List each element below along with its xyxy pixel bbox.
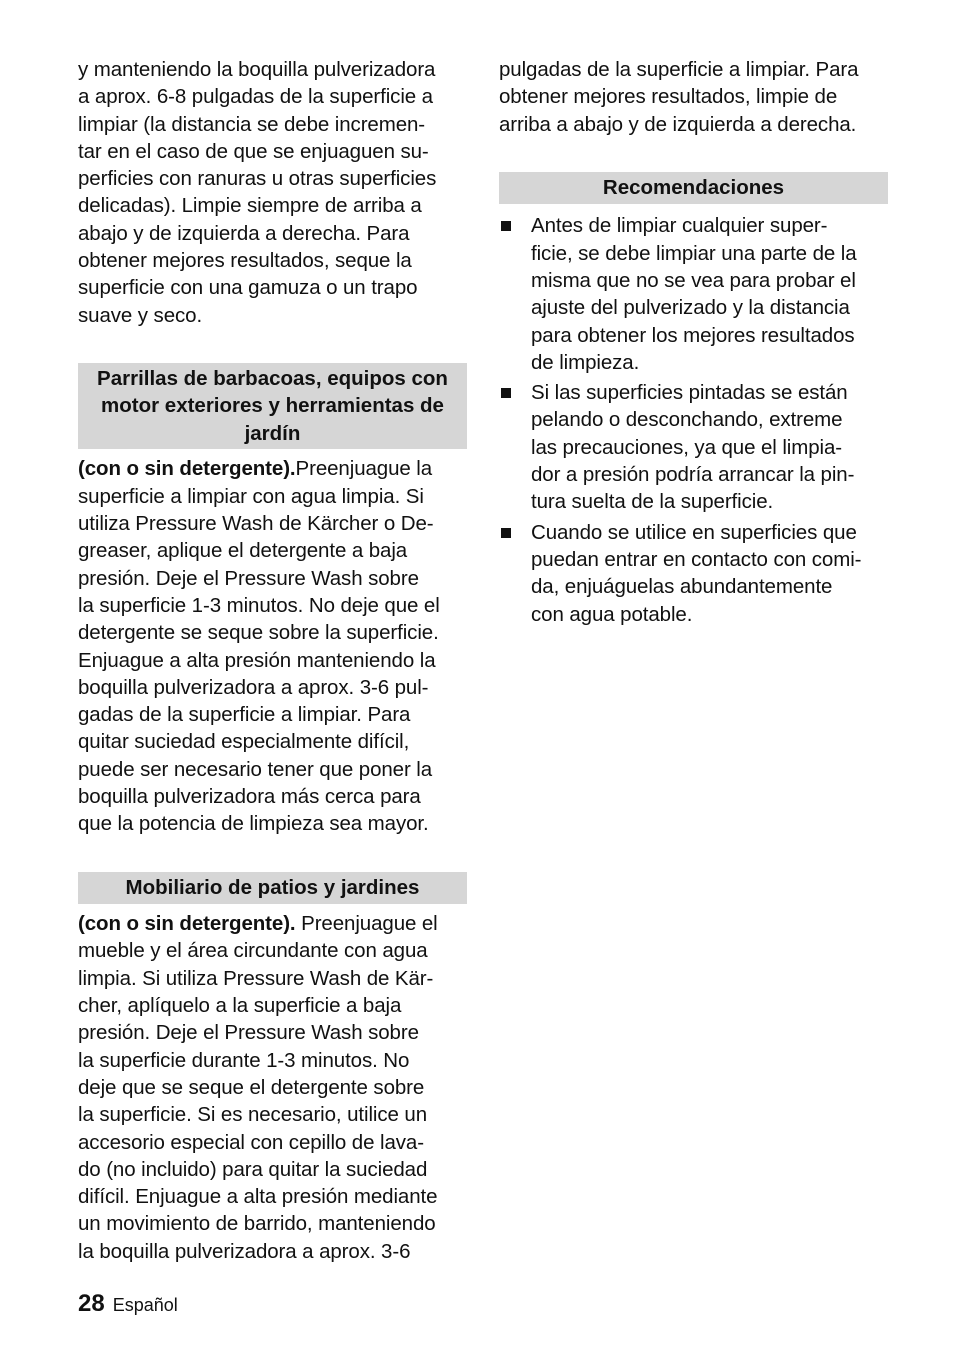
mobiliario-lead: (con o sin detergente). — [78, 912, 296, 936]
list-item — [499, 519, 891, 628]
list-item — [499, 379, 891, 515]
mobiliario-paragraph — [78, 910, 476, 1265]
page-language: Español — [112, 1295, 178, 1315]
barbacoas-paragraph — [78, 455, 476, 837]
section-heading-barbacoas: Parrillas de barbacoas, equipos con motor exteriores y herramientas de jardín — [78, 363, 467, 450]
page-number: 28 — [78, 1290, 105, 1317]
left-column — [78, 56, 476, 1265]
square-bullet-icon — [501, 221, 511, 231]
recommendations-list — [499, 212, 891, 627]
page-footer — [78, 1290, 178, 1318]
intro-paragraph: y manteniendo la boquilla pulverizadora a aprox. 6-8 pulgadas de la superficie a limpiar (la distancia se debe incremen- tar en el caso de que se enjuaguen su- perficies con ranuras u otras superficies delicadas). Limpie siempre de arriba a abajo y de izquierda a derecha. Para obtener mejores resultados, seque la superficie con una gamuza o un trapo suave y seco. — [78, 58, 437, 327]
section-heading-recomendaciones: Recomendaciones — [499, 172, 888, 205]
list-item-text: Si las superficies pintadas se están pelando o desconchando, extreme las precauciones, ya que el limpia- dor a presión podría arrancar la pin- tura suelta de la superficie. — [531, 381, 855, 514]
square-bullet-icon — [501, 388, 511, 398]
right-column — [499, 56, 891, 631]
continuation-paragraph: pulgadas de la superficie a limpiar. Para obtener mejores resultados, limpie de arriba a abajo y de izquierda a derecha. — [499, 58, 859, 136]
section-heading-mobiliario: Mobiliario de patios y jardines — [78, 872, 467, 905]
list-item-text: Antes de limpiar cualquier super- ficie, se debe limpiar una parte de la misma que no se vea para probar el ajuste del pulverizado y la distancia para obtener los mejores resultados de limpieza. — [531, 214, 857, 374]
barbacoas-lead: (con o sin detergente). — [78, 457, 296, 481]
barbacoas-body: Preenjuague la superficie a limpiar con agua limpia. Si utiliza Pressure Wash de Kärcher o De- greaser, aplique el detergente a baja presión. Deje el Pressure Wash sobre la superficie 1-3 minutos. No deje que el detergente se seque sobre la superficie. Enjuague a alta presión manteniendo la boquilla pulverizadora a aprox. 3-6 pul- gadas de la superficie a limpiar. Para quitar suciedad especialmente difícil, puede ser necesario tener que poner la boquilla pulverizadora más cerca para que la potencia de limpieza sea mayor. — [78, 457, 440, 836]
list-item — [499, 212, 891, 376]
mobiliario-body: Preenjuague el mueble y el área circundante con agua limpia. Si utiliza Pressure Wash de Kär- cher, aplíquelo a la superficie a baja presión. Deje el Pressure Wash sobre la superficie durante 1-3 minutos. No deje que se seque el detergente sobre la superficie. Si es necesario, utilice un accesorio especial con cepillo de lava- do (no incluido) para quitar la suciedad difícil. Enjuague a alta presión mediante un movimiento de barrido, manteniendo la boquilla pulverizadora a aprox. 3-6 — [78, 912, 438, 1263]
square-bullet-icon — [501, 528, 511, 538]
list-item-text: Cuando se utilice en superficies que puedan entrar en contacto con comi- da, enjuáguelas abundantemente con agua potable. — [531, 520, 862, 626]
